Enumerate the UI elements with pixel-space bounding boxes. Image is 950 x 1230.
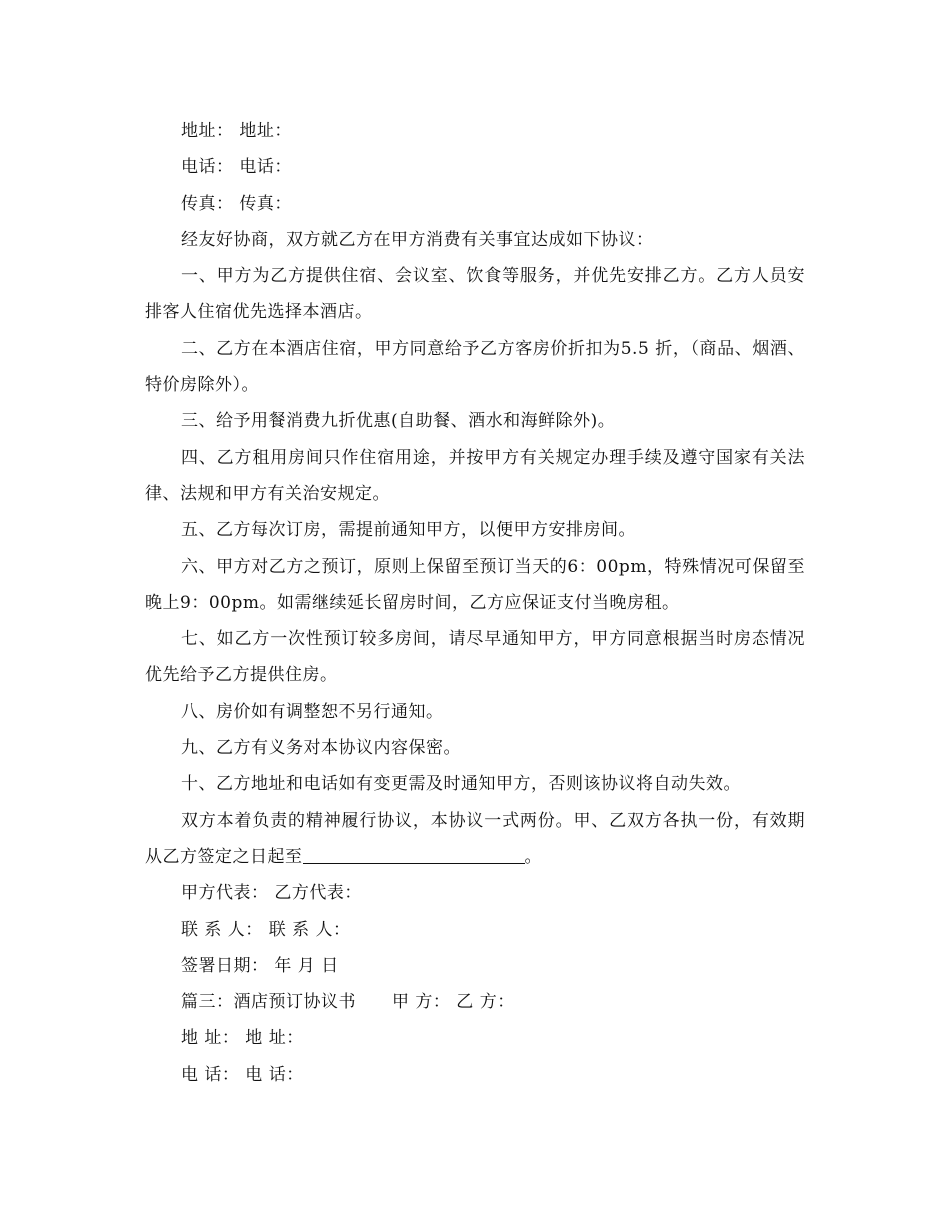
clause-8: 八、房价如有调整恕不另行通知。 — [181, 701, 444, 722]
address-line-2: 地 址： 地 址： — [181, 1028, 304, 1049]
contact-line: 联 系 人： 联 系 人： — [181, 919, 351, 940]
closing-text: 双方本着负责的精神履行协议，本协议一式两份。甲、乙双方各执一份，有效期从乙方签定之日起至 — [145, 810, 805, 867]
part3-parties: 甲 方： 乙 方： — [392, 992, 515, 1013]
phone-line-2: 电 话： 电 话： — [181, 1064, 304, 1085]
clause-2: 二、乙方在本酒店住宿，甲方同意给予乙方客房价折扣为5.5 折，（商品、烟酒、特价房除外）。 — [145, 338, 805, 396]
clause-6: 六、甲方对乙方之预订，原则上保留至预订当天的6：00pm，特殊情况可保留至晚上9：00pm。如需继续延长留房时间，乙方应保证支付当晚房租。 — [145, 556, 805, 613]
part3-heading-line — [145, 984, 805, 1020]
sign-date-line: 签署日期： 年 月 日 — [181, 955, 339, 976]
representatives-line: 甲方代表： 乙方代表： — [181, 883, 362, 904]
validity-blank-line — [303, 845, 525, 864]
clause-5: 五、乙方每次订房，需提前通知甲方，以便甲方安排房间。 — [181, 520, 636, 541]
clause-4: 四、乙方租用房间只作住宿用途，并按甲方有关规定办理手续及遵守国家有关法律、法规和甲方有关治安规定。 — [145, 447, 805, 504]
part3-title: 篇三：酒店预订协议书 — [181, 992, 356, 1013]
clause-3: 三、给予用餐消费九折优惠(自助餐、酒水和海鲜除外)。 — [181, 411, 616, 432]
fax-line: 传真： 传真： — [181, 193, 292, 214]
document-body — [145, 113, 805, 1093]
clause-1: 一、甲方为乙方提供住宿、会议室、饮食等服务，并优先安排乙方。乙方人员安排客人住宿优先选择本酒店。 — [145, 266, 805, 323]
intro-paragraph: 经友好协商，双方就乙方在甲方消费有关事宜达成如下协议： — [181, 229, 654, 250]
address-line: 地址： 地址： — [181, 121, 292, 141]
clause-9: 九、乙方有义务对本协议内容保密。 — [181, 738, 461, 759]
clause-7: 七、如乙方一次性预订较多房间，请尽早通知甲方，甲方同意根据当时房态情况优先给予乙方提供住房。 — [145, 629, 805, 686]
closing-paragraph — [145, 803, 805, 876]
clause-10: 十、乙方地址和电话如有变更需及时通知甲方，否则该协议将自动失效。 — [181, 774, 741, 795]
phone-line: 电话： 电话： — [181, 157, 292, 178]
closing-period: 。 — [524, 846, 542, 867]
